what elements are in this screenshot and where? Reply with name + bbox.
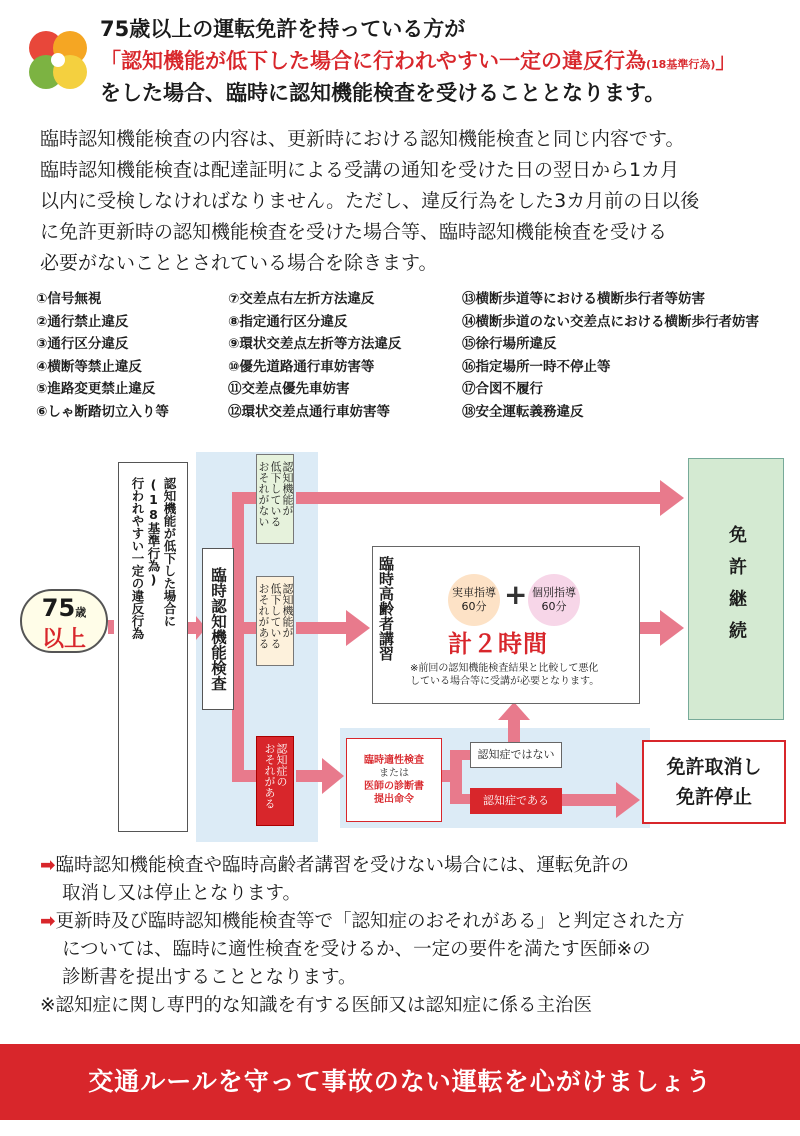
not-dementia-label: 認知症ではない — [470, 742, 562, 768]
arrow-right-icon: ➡ — [40, 911, 56, 932]
total-time: 計２時間 — [448, 630, 548, 658]
individual-guidance-bubble: 個別指導 60分 — [528, 574, 580, 626]
result-no-decline: 認知機能が 低下している おそれがない — [256, 454, 294, 544]
header-line-3: をした場合、臨時に認知機能検査を受けることとなります。 — [100, 81, 666, 105]
senior-course-title: 臨時高齢者講習 — [377, 556, 395, 661]
list-item: ⑯指定場所一時不停止等 — [462, 358, 611, 375]
list-item: ⑨環状交差点左折等方法違反 — [228, 336, 402, 352]
license-continue-box: 免許継続 — [688, 458, 784, 720]
list-item: ⑪交差点優先車妨害 — [228, 381, 350, 397]
arrow-right-icon: ➡ — [40, 855, 56, 876]
notes-section: ➡臨時認知機能検査や臨時高齢者講習を受けない場合には、運転免許の 取消し又は停止となります。 ➡更新時及び臨時認知機能検査等で「認知症のおそれがある」と判定された方 については、臨時に適性検査を受けるか、一定の要件を満たす医師※の 診断書を提出することとなります。 ※認知症に関し専門的な知識を有する医師又は認知症に係る主治医 — [40, 852, 786, 1020]
driving-guidance-bubble: 実車指導 60分 — [448, 574, 500, 626]
intro-paragraph: 臨時認知機能検査の内容は、更新時における認知機能検査と同じ内容です。 臨時認知機能検査は配達証明による受講の通知を受けた日の翌日から1カ月 以内に受検しなければなりません。ただし、違反行為をした3カ月前の日以後 に免許更新時の認知機能検査を受けた場合等、臨時認知機能検査を受ける 必要がないこととされている場合を除きます。 — [40, 128, 700, 274]
age-badge: 75歳 以上 — [20, 589, 108, 653]
result-possible-decline: 認知機能が 低下している おそれがある — [256, 576, 294, 666]
list-item: ⑱安全運転義務違反 — [462, 403, 584, 420]
slogan-text: 交通ルールを守って事故のない運転を心がけましょう — [88, 1067, 712, 1096]
footnote: ※認知症に関し専門的な知識を有する医師又は認知症に係る主治医 — [40, 995, 593, 1016]
list-item: ②通行禁止違反 — [36, 313, 129, 330]
header-line-2: 「認知機能が低下した場合に行われやすい一定の違反行為(18基準行為)」 — [100, 49, 737, 73]
list-item: ⑩優先道路通行車妨害等 — [228, 358, 375, 375]
list-item: ①信号無視 — [36, 291, 102, 307]
cognitive-test-box: 臨時認知機能検査 — [202, 548, 234, 710]
violations-column-1 — [36, 288, 169, 423]
violations-column-3 — [462, 288, 759, 423]
header-line-1: 75歳以上の運転免許を持っている方が — [100, 17, 466, 41]
list-item: ⑫環状交差点通行車妨害等 — [228, 403, 390, 420]
violations-column-2 — [228, 288, 401, 423]
plus-icon: + — [504, 578, 528, 611]
list-item: ⑬横断歩道等における横断歩行者等妨害 — [462, 291, 705, 307]
list-item: ⑭横断歩道のない交差点における横断歩行者妨害 — [462, 313, 759, 330]
list-item: ③通行区分違反 — [36, 336, 129, 352]
list-item: ⑤進路変更禁止違反 — [36, 381, 156, 397]
list-item: ④横断等禁止違反 — [36, 358, 142, 375]
course-note: ※前回の認知機能検査結果と比較して悪化 している場合等に受講が必要となります。 — [410, 663, 600, 687]
license-revoke-box: 免許取消し 免許停止 — [642, 740, 786, 824]
clover-logo-icon — [22, 24, 94, 96]
list-item: ⑮徐行場所違反 — [462, 336, 557, 352]
aptitude-test-box: 臨時適性検査 または 医師の診断書 提出命令 — [346, 738, 442, 822]
list-item: ⑰合図不履行 — [462, 381, 543, 397]
result-dementia-risk: 認知症の おそれがある — [256, 736, 294, 826]
list-item: ⑦交差点右左折方法違反 — [228, 291, 375, 307]
list-item: ⑥しゃ断踏切立入り等 — [36, 403, 169, 420]
list-item: ⑧指定通行区分違反 — [228, 313, 348, 330]
violation-box: 認知機能が低下した場合に (18基準行為) 行われやすい一定の違反行為 — [118, 462, 188, 832]
is-dementia-label: 認知症である — [470, 788, 562, 814]
